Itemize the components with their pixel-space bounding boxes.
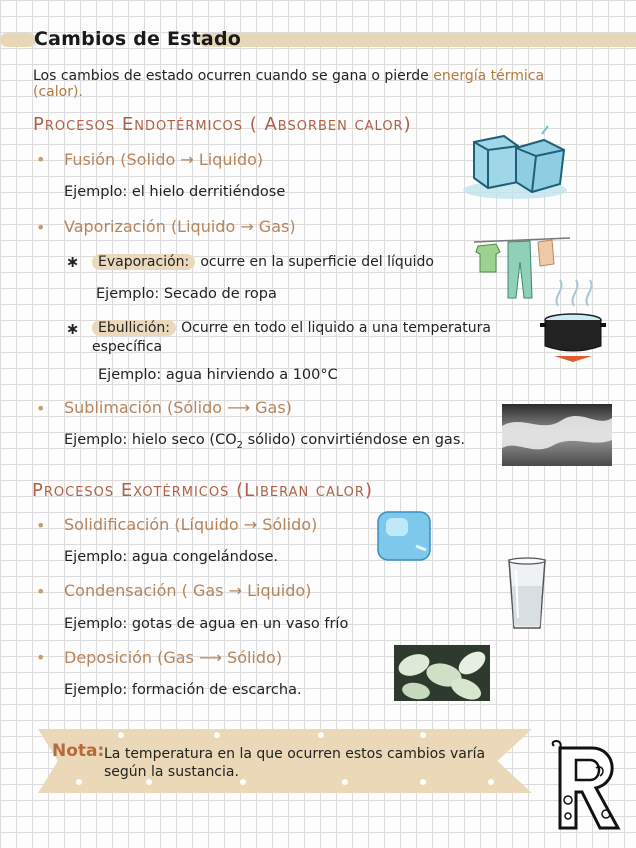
sublimacion-example — [64, 432, 504, 451]
banner-dot — [76, 779, 82, 785]
intro-highlight: energía térmica (calor). — [33, 68, 545, 100]
ice-cubes-illustration — [460, 124, 570, 204]
note-text: La temperatura en la que ocurren estos cambios varía según la sustancia. — [104, 746, 486, 780]
solidificacion-label: Solidificación (Líquido → Sólido) — [64, 515, 318, 534]
bullet-dot: • — [36, 150, 46, 169]
solidificacion-example: Ejemplo: agua congelándose. — [64, 549, 279, 565]
evaporacion-example: Ejemplo: Secado de ropa — [96, 286, 277, 302]
evaporacion-line — [92, 251, 462, 270]
sublimacion-example-sub: 2 — [236, 439, 243, 451]
banner-dot — [118, 732, 124, 738]
frost-leaves-illustration — [394, 645, 490, 701]
ebullicion-example: Ejemplo: agua hirviendo a 100°C — [98, 367, 338, 383]
intro-body: Los cambios de estado ocurren cuando se gana o pierde — [33, 68, 434, 84]
ebullicion-term: Ebullición: — [92, 320, 176, 336]
bullet-dot: • — [36, 648, 46, 667]
sublimacion-example-b: sólido) convirtiéndose en gas. — [242, 432, 465, 448]
sublimacion-example-a: Ejemplo: hielo seco (CO — [64, 432, 237, 448]
banner-dot — [214, 732, 220, 738]
bullet-star: ∗ — [66, 319, 80, 338]
exothermic-heading: Procesos Exotérmicos (Liberan calor) — [32, 480, 373, 501]
ice-cube-illustration — [374, 506, 436, 564]
glass-illustration — [506, 556, 548, 632]
fusion-example: Ejemplo: el hielo derritiéndose — [64, 184, 286, 200]
deposicion-example: Ejemplo: formación de escarcha. — [64, 682, 302, 698]
title-decoration-right — [198, 33, 636, 47]
deposicion-label: Deposición (Gas ⟶ Sólido) — [64, 648, 283, 667]
bullet-dot: • — [36, 516, 46, 535]
title-decoration-left — [0, 33, 36, 47]
banner-dot — [318, 732, 324, 738]
endothermic-heading: Procesos Endotérmicos ( Absorben calor) — [33, 114, 412, 135]
bullet-dot: • — [36, 218, 46, 237]
bullet-dot: • — [36, 582, 46, 601]
doodle-letter-illustration — [546, 738, 630, 834]
note-label: Nota: — [52, 741, 105, 761]
bullet-dot: • — [36, 399, 46, 418]
dry-ice-illustration — [502, 404, 612, 466]
ebullicion-desc: Ocurre en todo el liquido a una temperatura específica — [92, 320, 491, 355]
bullet-star: ∗ — [66, 252, 80, 271]
evaporacion-term: Evaporación: — [92, 254, 195, 270]
ebullicion-line — [92, 318, 522, 356]
boiling-pot-illustration — [540, 276, 606, 366]
banner-dot — [420, 732, 426, 738]
evaporacion-desc: ocurre en la superficie del líquido — [200, 254, 434, 270]
vaporizacion-label: Vaporización (Liquido → Gas) — [64, 217, 296, 236]
condensacion-label: Condensación ( Gas → Liquido) — [64, 581, 312, 600]
fusion-label: Fusión (Solido → Liquido) — [64, 150, 264, 169]
page-title: Cambios de Estado — [34, 28, 242, 50]
intro-text — [33, 68, 593, 100]
sublimacion-label: Sublimación (Sólido ⟶ Gas) — [64, 398, 292, 417]
condensacion-example: Ejemplo: gotas de agua en un vaso frío — [64, 616, 349, 632]
